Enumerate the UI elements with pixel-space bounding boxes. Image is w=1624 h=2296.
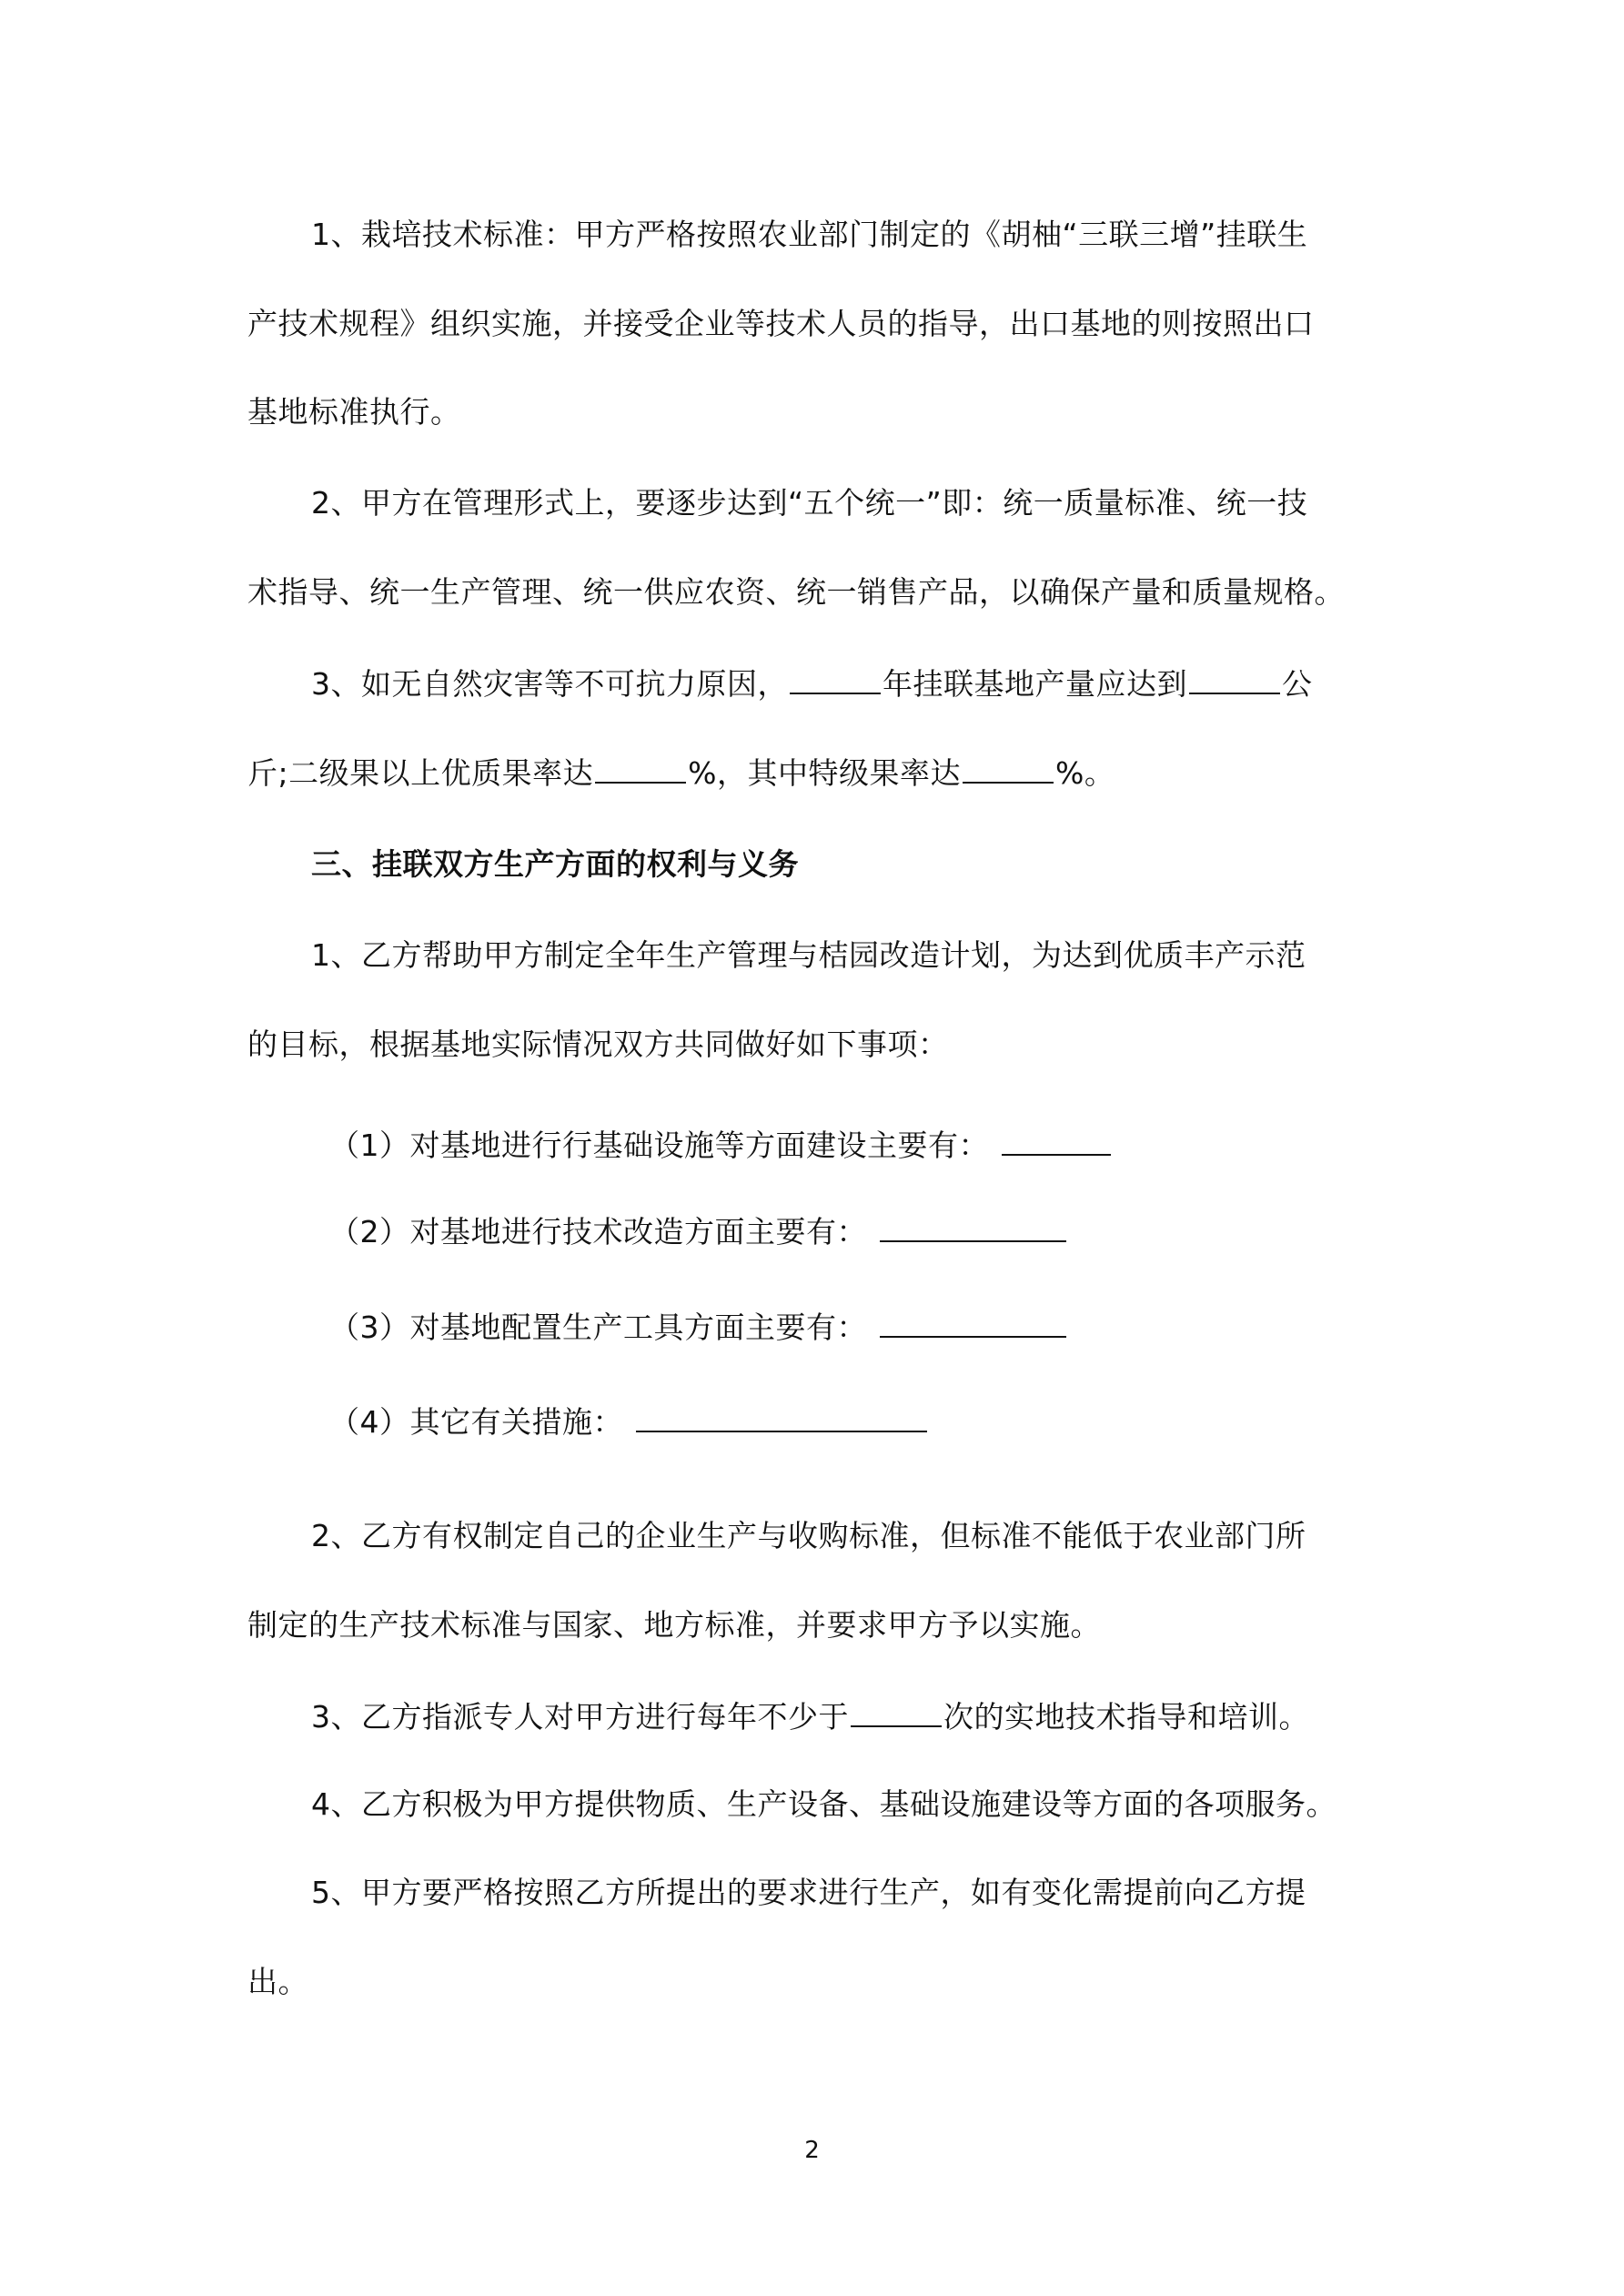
section-heading: 三、挂联双方生产方面的权利与义务 <box>311 846 799 882</box>
list-item-other-measures <box>329 1403 1467 1441</box>
year-blank-field[interactable] <box>790 665 881 694</box>
paragraph-production-requirements-line-1: 5、甲方要严格按照乙方所提出的要求进行生产，如有变化需提前向乙方提 <box>311 1875 1306 1910</box>
quality-text-a: 斤;二级果以上优质果率达 <box>247 755 594 791</box>
yield-text-c: 公 <box>1282 666 1313 702</box>
paragraph-yield-target-line-2 <box>247 754 1385 792</box>
paragraph-production-requirements-line-2: 出。 <box>247 1964 308 1999</box>
list-item-tools <box>329 1309 1467 1346</box>
list-item-label: （2）对基地进行技术改造方面主要有： <box>329 1214 867 1249</box>
paragraph-cultivation-standard-line-1: 1、栽培技术标准：甲方严格按照农业部门制定的《胡柚“三联三增”挂联生 <box>311 217 1308 252</box>
list-item-label: （3）对基地配置生产工具方面主要有： <box>329 1310 867 1345</box>
paragraph-training <box>311 1698 1448 1735</box>
list-item-label: （1）对基地进行行基础设施等方面建设主要有： <box>329 1128 989 1163</box>
page-number: 2 <box>804 2137 820 2164</box>
training-text-a: 3、乙方指派专人对甲方进行每年不少于 <box>311 1699 849 1735</box>
yield-text-b: 年挂联基地产量应达到 <box>883 666 1187 702</box>
quality-text-b: %，其中特级果率达 <box>688 755 961 791</box>
list-item-tech-upgrade <box>329 1213 1467 1250</box>
paragraph-annual-plan-line-1: 1、乙方帮助甲方制定全年生产管理与桔园改造计划，为达到优质丰产示范 <box>311 937 1306 973</box>
tech-upgrade-blank-field[interactable] <box>880 1213 1066 1242</box>
paragraph-five-unifications-line-1: 2、甲方在管理形式上，要逐步达到“五个统一”即：统一质量标准、统一技 <box>311 485 1308 521</box>
yield-amount-blank-field[interactable] <box>1189 665 1280 694</box>
paragraph-yield-target-line-1 <box>311 665 1448 703</box>
paragraph-services: 4、乙方积极为甲方提供物质、生产设备、基础设施建设等方面的各项服务。 <box>311 1786 1337 1822</box>
quality-text-c: %。 <box>1054 755 1115 791</box>
quality-rate-blank-field[interactable] <box>595 754 686 784</box>
paragraph-standards-line-2: 制定的生产技术标准与国家、地方标准，并要求甲方予以实施。 <box>247 1607 1101 1643</box>
training-count-blank-field[interactable] <box>851 1698 942 1727</box>
list-item-infrastructure <box>329 1127 1467 1164</box>
tools-blank-field[interactable] <box>880 1309 1066 1338</box>
paragraph-cultivation-standard-line-2: 产技术规程》组织实施，并接受企业等技术人员的指导，出口基地的则按照出口 <box>247 306 1315 341</box>
other-measures-blank-field[interactable] <box>636 1403 927 1432</box>
premium-rate-blank-field[interactable] <box>963 754 1054 784</box>
infrastructure-blank-field[interactable] <box>1002 1127 1111 1156</box>
training-text-b: 次的实地技术指导和培训。 <box>943 1699 1309 1735</box>
paragraph-five-unifications-line-2: 术指导、统一生产管理、统一供应农资、统一销售产品，以确保产量和质量规格。 <box>247 574 1345 610</box>
paragraph-standards-line-1: 2、乙方有权制定自己的企业生产与收购标准，但标准不能低于农业部门所 <box>311 1518 1306 1553</box>
list-item-label: （4）其它有关措施： <box>329 1404 623 1440</box>
paragraph-cultivation-standard-line-3: 基地标准执行。 <box>247 394 461 430</box>
paragraph-annual-plan-line-2: 的目标，根据基地实际情况双方共同做好如下事项： <box>247 1027 949 1062</box>
yield-text-a: 3、如无自然灾害等不可抗力原因， <box>311 666 788 702</box>
